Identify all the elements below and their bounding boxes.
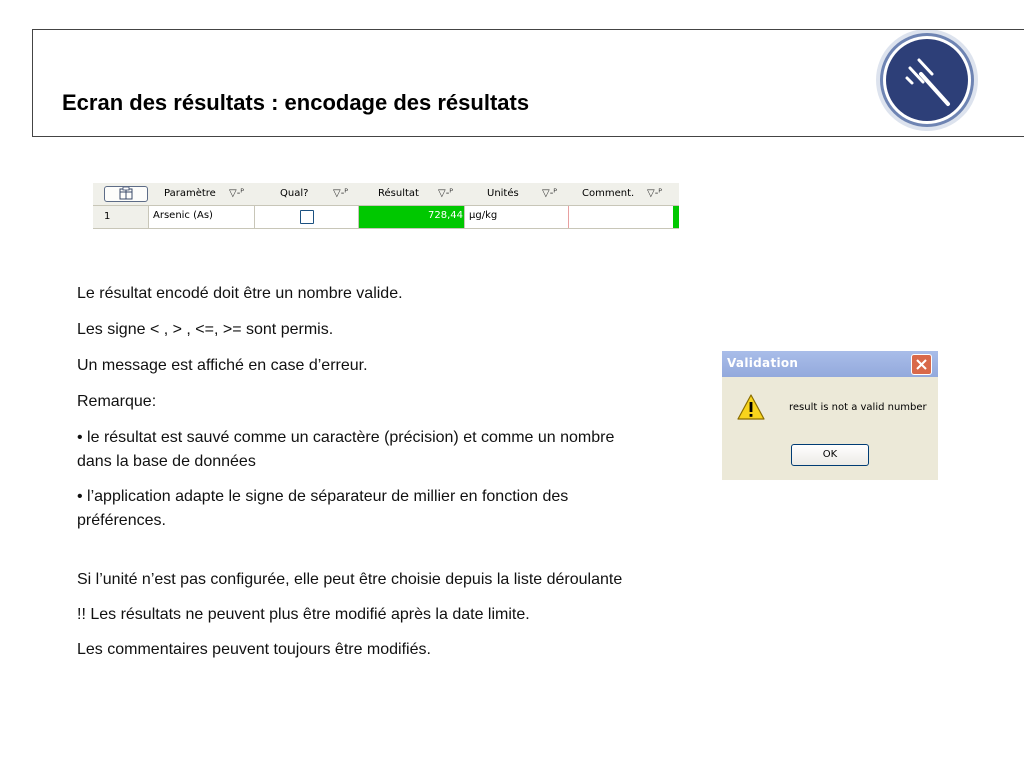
header-box (32, 29, 1024, 137)
text-line: • l’application adapte le signe de séparateur de millier en fonction des préférences. (77, 488, 569, 529)
text-line: Les signe < , > , <=, >= sont permis. (77, 321, 334, 338)
text-line: Les commentaires peuvent toujours être modifiés. (77, 641, 431, 658)
grid-header (93, 183, 679, 206)
filter-icon-comment[interactable]: ▽-ᴾ (647, 188, 663, 199)
dialog-title-bar[interactable] (722, 351, 938, 377)
results-grid (93, 183, 679, 229)
text-line: Si l’unité n’est pas configurée, elle peut être choisie depuis la liste déroulante (77, 571, 623, 588)
cell-resultat[interactable]: 728,44 (359, 206, 465, 228)
ok-button[interactable]: OK (791, 444, 869, 466)
column-header-unites[interactable]: Unités (487, 188, 519, 199)
text-line: • le résultat est sauvé comme un caractère (précision) et comme un nombre dans la base de données (77, 429, 615, 470)
validation-dialog (722, 351, 938, 480)
text-line: Un message est affiché en case d’erreur. (77, 357, 368, 374)
filter-icon-unites[interactable]: ▽-ᴾ (542, 188, 558, 199)
gavel-icon (874, 30, 982, 134)
column-header-resultat[interactable]: Résultat (378, 188, 419, 199)
column-header-qual[interactable]: Qual? (280, 188, 309, 199)
column-chooser-button[interactable] (104, 186, 148, 202)
qual-checkbox[interactable] (300, 210, 314, 224)
warning-icon (736, 393, 766, 421)
dialog-message: result is not a valid number (789, 402, 927, 413)
close-icon[interactable] (911, 354, 932, 375)
text-line: Le résultat encodé doit être un nombre valide. (77, 285, 403, 302)
cell-comment[interactable] (569, 206, 673, 228)
text-line: Remarque: (77, 393, 157, 410)
cell-parametre[interactable]: Arsenic (As) (148, 206, 255, 228)
text-line: !! Les résultats ne peuvent plus être modifié après la date limite. (77, 606, 530, 623)
column-chooser-cell (93, 183, 148, 205)
dialog-title: Validation (727, 356, 799, 370)
filter-icon-resultat[interactable]: ▽-ᴾ (438, 188, 454, 199)
filter-icon-qual[interactable]: ▽-ᴾ (333, 188, 349, 199)
row-status-indicator (673, 206, 679, 228)
page-title: Ecran des résultats : encodage des résultats (62, 90, 530, 115)
table-row (93, 206, 679, 229)
explanation-text (77, 282, 637, 662)
columns-icon (105, 187, 147, 201)
column-header-parametre[interactable]: Paramètre (164, 188, 216, 199)
column-header-comment[interactable]: Comment. (582, 188, 635, 199)
filter-icon-parametre[interactable]: ▽-ᴾ (229, 188, 245, 199)
cell-qual[interactable] (255, 206, 359, 228)
cell-unites[interactable]: µg/kg (465, 206, 569, 228)
row-number: 1 (93, 206, 148, 228)
